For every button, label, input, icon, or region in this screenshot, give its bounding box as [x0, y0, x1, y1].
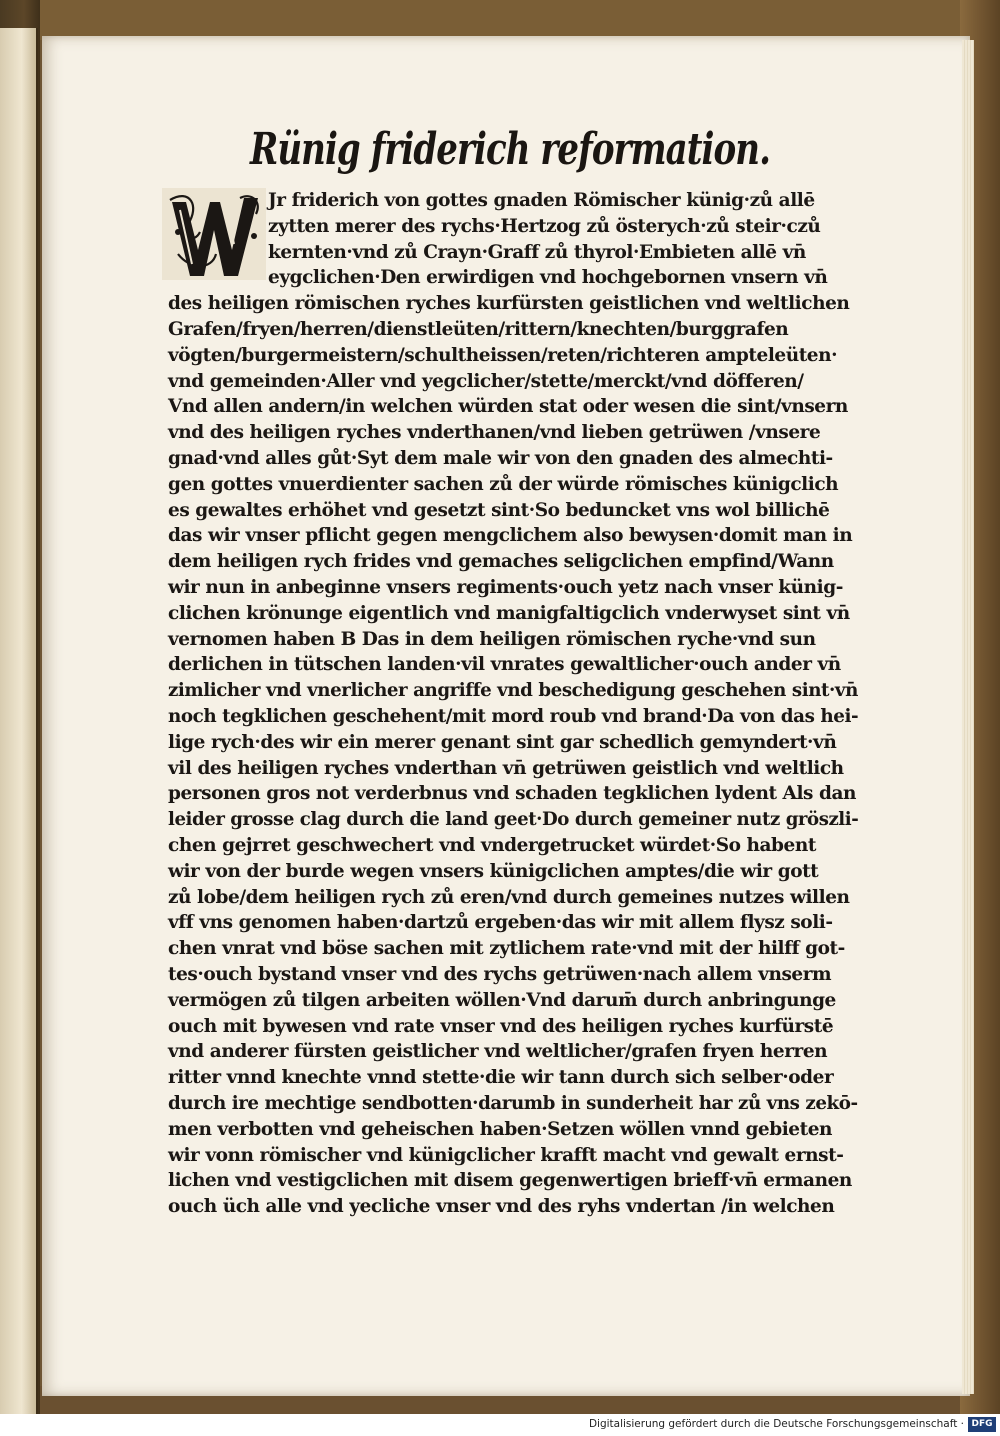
text-line: kernten·vnd zů Crayn·Graff zů thyrol·Embieten allē vn̄: [268, 241, 806, 263]
text-line: vögten/burgermeistern/schultheissen/reten/richteren ampteleüten·: [168, 344, 838, 366]
text-line: des heiligen römischen ryches kurfürsten geistlichen vnd weltlichen: [168, 293, 850, 315]
funding-credit: Digitalisierung gefördert durch die Deutsche Forschungsgemeinschaft ·: [588, 1418, 964, 1430]
dfg-logo: DFG: [968, 1417, 996, 1432]
text-line: lichen vnd vestigclichen mit disem gegenwertigen brieff·vn̄ ermanen: [168, 1170, 852, 1192]
text-line: zytten merer des rychs·Hertzog zů österych·zů steir·czů: [268, 215, 821, 237]
text-line: wir von der burde wegen vnsers künigclichen amptes/die wir gott: [168, 860, 819, 882]
text-line: leider grosse clag durch die land geet·Do durch gemeiner nutz gröszli-: [168, 809, 859, 831]
text-line: zimlicher vnd vnerlicher angriffe vnd beschedigung geschehen sint·vn̄: [168, 680, 858, 702]
text-line: Vnd allen andern/in welchen würden stat oder wesen die sint/vnsern: [168, 396, 848, 418]
text-line: lige rych·des wir ein merer genant sint gar schedlich gemyndert·vn̄: [168, 731, 837, 753]
text-line: Jr friderich von gottes gnaden Römischer künig·zů allē: [268, 190, 815, 211]
text-line: eygclichen·Den erwirdigen vnd hochgebornen vnsern vn̄: [268, 267, 828, 289]
text-line: ouch üch alle vnd yecliche vnser vnd des ryhs vndertan /in welchen: [168, 1196, 835, 1218]
text-line: zů lobe/dem heiligen rych zů eren/vnd durch gemeines nutzes willen: [168, 886, 850, 908]
text-line: es gewaltes erhöhet vnd gesetzt sint·So beduncket vns wol billichē: [168, 499, 830, 521]
page-title: Rünig friderich reformation.: [250, 124, 771, 175]
facing-page-edge: [0, 28, 38, 1414]
page-stack-edge: [962, 40, 974, 1394]
decorated-initial-w: [160, 184, 268, 284]
text-line: gen gottes vnuerdienter sachen zů der würde römisches künigclich: [168, 473, 839, 495]
book-cover-top-edge: [36, 0, 1000, 40]
text-line: men verbotten vnd geheischen haben·Setzen wöllen vnnd gebieten: [168, 1118, 833, 1140]
text-line: Grafen/fryen/herren/dienstleüten/rittern/knechten/burggrafen: [168, 319, 789, 340]
text-line: personen gros not verderbnus vnd schaden tegklichen lydent Als dan: [168, 783, 857, 805]
text-line: vernomen haben B Das in dem heiligen römischen ryche·vnd sun: [168, 628, 816, 650]
text-line: chen gejrret geschwechert vnd vndergetrucket würdet·So habent: [168, 835, 816, 856]
text-line: vff vns genomen haben·dartzů ergeben·das wir mit allem flysz soli-: [168, 912, 833, 934]
footer-bar: [0, 1414, 1000, 1436]
text-line: vnd gemeinden·Aller vnd yegclicher/stette/merckt/vnd döfferen/: [168, 370, 804, 392]
text-line: ouch mit bywesen vnd rate vnser vnd des heiligen ryches kurfürstē: [168, 1015, 834, 1037]
text-line: tes·ouch bystand vnser vnd des rychs getrüwen·nach allem vnserm: [168, 964, 832, 985]
text-line: gnad·vnd alles gůt·Syt dem male wir von den gnaden des almechti-: [168, 448, 833, 469]
text-line: noch tegklichen geschehent/mit mord roub vnd brand·Da von das hei-: [168, 706, 859, 727]
text-line: clichen krönunge eigentlich vnd manigfaltigclich vnderwyset sint vn̄: [168, 602, 850, 624]
text-line: das wir vnser pflicht gegen mengclichem also bewysen·domit man in: [168, 525, 853, 547]
text-line: chen vnrat vnd böse sachen mit zytlichem rate·vnd mit der hilff got-: [168, 938, 845, 960]
text-line: dem heiligen rych frides vnd gemaches seligclichen empfind/Wann: [168, 551, 834, 573]
text-line: derlichen in tütschen landen·vil vnrates gewaltlicher·ouch ander vn̄: [168, 654, 841, 676]
text-line: vermögen zů tilgen arbeiten wöllen·Vnd darum̄ durch anbringunge: [168, 989, 836, 1011]
text-line: vnd anderer fürsten geistlicher vnd weltlicher/grafen fryen herren: [168, 1041, 828, 1063]
text-line: durch ire mechtige sendbotten·darumb in sunderheit har zů vns zekō-: [168, 1093, 858, 1114]
text-line: wir nun in anbeginne vnsers regiments·ouch yetz nach vnser künig-: [168, 577, 843, 598]
text-line: vil des heiligen ryches vnderthan vn̄ getrüwen geistlich vnd weltlich: [168, 757, 844, 779]
text-line: wir vonn römischer vnd künigclicher krafft macht vnd gewalt ernst-: [168, 1144, 844, 1166]
text-line: vnd des heiligen ryches vnderthanen/vnd lieben getrüwen /vnsere: [168, 422, 821, 444]
text-line: ritter vnnd knechte vnnd stette·die wir tann durch sich selber·oder: [168, 1067, 834, 1089]
